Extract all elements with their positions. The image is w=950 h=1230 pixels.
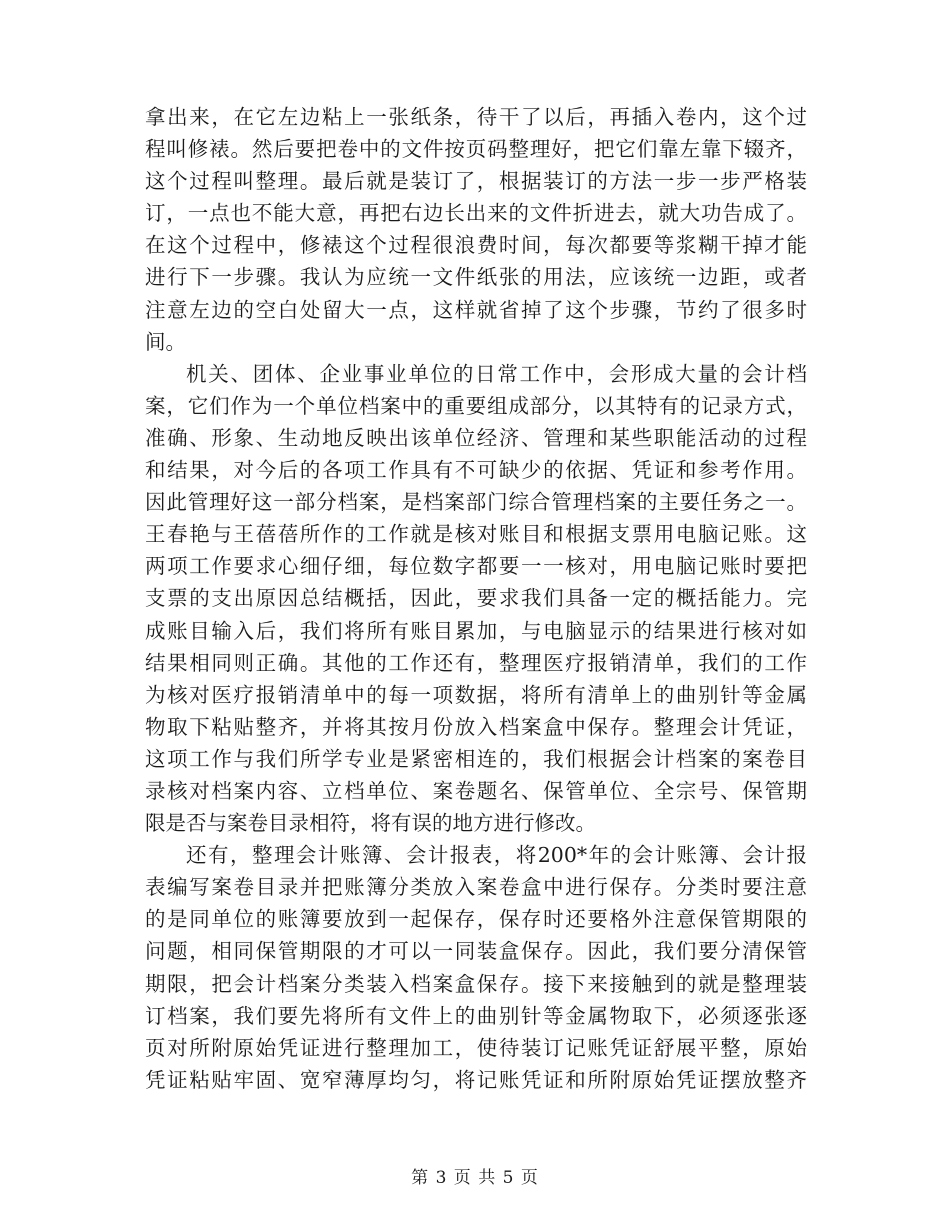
text-line: 订，一点也不能大意，再把右边长出来的文件折进去，就大功告成了。 bbox=[145, 201, 807, 226]
text-line: 因此管理好这一部分档案，是档案部门综合管理档案的主要任务之一。 bbox=[145, 490, 807, 515]
text-line: 限是否与案卷目录相符，将有误的地方进行修改。 bbox=[145, 811, 596, 836]
text-line: 结果相同则正确。其他的工作还有，整理医疗报销清单，我们的工作 bbox=[145, 650, 807, 675]
text-line: 程叫修裱。然后要把卷中的文件按页码整理好，把它们靠左靠下辍齐， bbox=[145, 137, 807, 162]
text-line: 在这个过程中，修裱这个过程很浪费时间，每次都要等浆糊干掉才能 bbox=[145, 233, 807, 258]
paragraph-first-line: 机关、团体、企业事业单位的日常工作中，会形成大量的会计档 bbox=[186, 361, 807, 386]
text-line: 支票的支出原因总结概括，因此，要求我们具备一定的概括能力。完 bbox=[145, 586, 807, 611]
text-line: 物取下粘贴整齐，并将其按月份放入档案盒中保存。整理会计凭证， bbox=[145, 714, 807, 739]
text-line: 进行下一步骤。我认为应统一文件纸张的用法，应该统一边距，或者 bbox=[145, 265, 807, 290]
text-line: 成账目输入后，我们将所有账目累加，与电脑显示的结果进行核对如 bbox=[145, 618, 807, 643]
text-line: 页对所附原始凭证进行整理加工，使待装订记账凭证舒展平整，原始 bbox=[145, 1035, 807, 1060]
text-line: 准确、形象、生动地反映出该单位经济、管理和某些职能活动的过程 bbox=[145, 425, 807, 450]
text-line: 和结果，对今后的各项工作具有不可缺少的依据、凭证和参考作用。 bbox=[145, 458, 807, 483]
text-line: 表编写案卷目录并把账簿分类放入案卷盒中进行保存。分类时要注意 bbox=[145, 875, 807, 900]
text-line: 订档案，我们要先将所有文件上的曲别针等金属物取下，必须逐张逐 bbox=[145, 1003, 807, 1028]
text-line: 这项工作与我们所学专业是紧密相连的，我们根据会计档案的案卷目 bbox=[145, 746, 807, 771]
text-line: 问题，相同保管期限的才可以一同装盒保存。因此，我们要分清保管 bbox=[145, 939, 807, 964]
text-line: 注意左边的空白处留大一点，这样就省掉了这个步骤，节约了很多时 bbox=[145, 297, 807, 322]
text-line: 凭证粘贴牢固、宽窄薄厚均匀，将记账凭证和所附原始凭证摆放整齐 bbox=[145, 1067, 807, 1092]
text-line: 两项工作要求心细仔细，每位数字都要一一核对，用电脑记账时要把 bbox=[145, 554, 807, 579]
text-line: 的是同单位的账簿要放到一起保存，保存时还要格外注意保管期限的 bbox=[145, 907, 807, 932]
text-line: 录核对档案内容、立档单位、案卷题名、保管单位、全宗号、保管期 bbox=[145, 778, 807, 803]
text-line: 期限，把会计档案分类装入档案盒保存。接下来接触到的就是整理装 bbox=[145, 971, 807, 996]
text-line: 为核对医疗报销清单中的每一项数据，将所有清单上的曲别针等金属 bbox=[145, 682, 807, 707]
text-line: 王春艳与王蓓蓓所作的工作就是核对账目和根据支票用电脑记账。这 bbox=[145, 522, 807, 547]
text-line: 案，它们作为一个单位档案中的重要组成部分，以其特有的记录方式， bbox=[145, 393, 807, 418]
text-line: 拿出来，在它左边粘上一张纸条，待干了以后，再插入卷内，这个过 bbox=[145, 105, 807, 129]
paragraph-first-line: 还有，整理会计账簿、会计报表，将200*年的会计账簿、会计报 bbox=[186, 843, 807, 868]
page-number-footer: 第 3 页 共 5 页 bbox=[411, 1168, 539, 1188]
text-line: 这个过程叫整理。最后就是装订了，根据装订的方法一步一步严格装 bbox=[145, 169, 807, 194]
body-text bbox=[145, 101, 807, 1096]
text-line: 间。 bbox=[145, 329, 186, 354]
